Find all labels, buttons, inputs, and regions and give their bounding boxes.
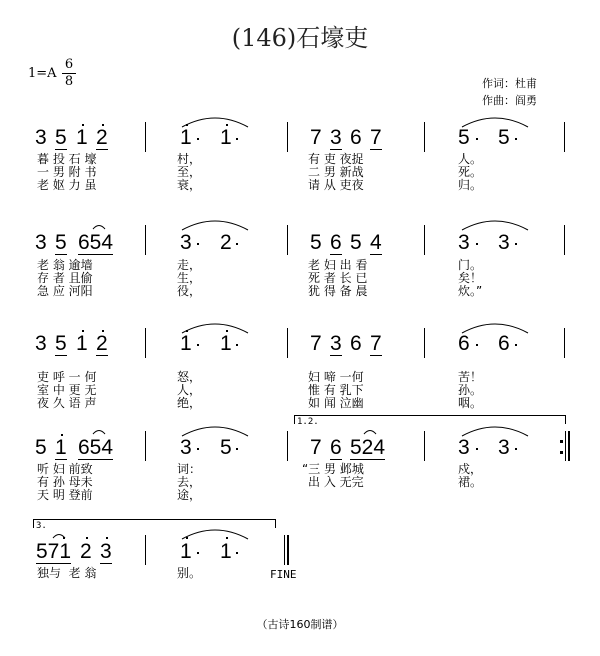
- time-signature-bottom: 8: [64, 74, 74, 89]
- fine-marking: FINE: [270, 568, 297, 581]
- composer-credit: 作曲：阎勇: [482, 94, 537, 107]
- note: 7: [310, 436, 322, 459]
- lyric-line: 老 翁 逾墙: [37, 258, 93, 272]
- tie-icon: [92, 224, 106, 230]
- lyric-line: 裙。: [458, 475, 483, 489]
- barline: [564, 328, 565, 358]
- note: 2: [96, 126, 108, 149]
- time-signature: [62, 58, 76, 89]
- barline: [424, 328, 425, 358]
- note: 7: [310, 126, 322, 149]
- lyric-line: 夜 久 语 声: [37, 396, 97, 410]
- footer-credit: （古诗160制谱）: [256, 618, 344, 631]
- note: 2: [220, 231, 232, 254]
- lyric-line: 独与 老 翁: [37, 566, 97, 580]
- lyric-line: 老 妪 力 虽: [37, 178, 97, 192]
- lyric-line: 急 应 河阳: [37, 284, 93, 298]
- score-title: (146)石壕吏: [231, 24, 369, 52]
- lyric-line: 室 中 更 无: [37, 383, 97, 397]
- note: 3: [180, 436, 192, 459]
- note: 1: [220, 126, 232, 149]
- lyric-line: 妇 啼 一何: [308, 370, 364, 384]
- note: 2: [96, 332, 108, 355]
- tie-icon: [460, 115, 530, 129]
- note: 3: [330, 332, 342, 355]
- lyricist-credit: 作词：杜甫: [482, 77, 537, 90]
- lyric-line: 归。: [458, 178, 483, 192]
- note: 3: [180, 231, 192, 254]
- barline: [287, 328, 288, 358]
- lyric-line: 存 者 且偷: [37, 271, 93, 285]
- note: 3: [498, 231, 510, 254]
- lyric-line: 死 者 长 已: [308, 271, 368, 285]
- note: 4: [370, 231, 382, 254]
- tie-icon: [180, 527, 250, 541]
- lyric-line: 村，: [177, 152, 202, 166]
- note: 6: [350, 332, 362, 355]
- barline: [565, 431, 566, 461]
- tie-icon: [92, 429, 106, 435]
- lyric-line: 有 孙 母未: [37, 475, 93, 489]
- lyric-line: 吏 呼 一 何: [37, 370, 97, 384]
- barline: [284, 535, 285, 565]
- note: 1: [76, 332, 88, 355]
- lyric-line: 听 妇 前致: [37, 462, 93, 476]
- note: 5: [55, 126, 67, 149]
- tie-icon: [180, 218, 250, 232]
- lyric-line: 绝，: [177, 396, 202, 410]
- note: 1: [180, 540, 192, 563]
- lyric-line: 戍，: [458, 462, 483, 476]
- barline: [287, 122, 288, 152]
- volta-bracket: 3.: [33, 519, 276, 528]
- lyric-line: 人，: [177, 383, 202, 397]
- note: 5: [55, 332, 67, 355]
- barline: [145, 431, 146, 461]
- lyric-line: 苦！: [458, 370, 483, 384]
- note: 6: [330, 436, 342, 459]
- barline: [145, 535, 146, 565]
- repeat-dot: [560, 451, 563, 454]
- repeat-end-barline: [568, 431, 570, 461]
- lyric-line: 二 男 新战: [308, 165, 364, 179]
- lyric-line: 役，: [177, 284, 202, 298]
- key-signature: 1=A: [28, 66, 57, 81]
- note: 1: [180, 332, 192, 355]
- lyric-line: 如 闻 泣幽: [308, 396, 364, 410]
- barline: [424, 431, 425, 461]
- barline: [564, 225, 565, 255]
- lyric-line: 去，: [177, 475, 202, 489]
- lyric-line: 咽。: [458, 396, 483, 410]
- note: 3: [35, 126, 47, 149]
- lyric-line: 怒，: [177, 370, 202, 384]
- note: 524: [350, 436, 386, 459]
- note: 3: [458, 436, 470, 459]
- time-signature-top: 6: [64, 57, 74, 72]
- note: 5: [220, 436, 232, 459]
- tie-icon: [460, 218, 530, 232]
- lyric-line: 老 妇 出 看: [308, 258, 368, 272]
- tie-icon: [460, 424, 530, 438]
- note: 5: [498, 126, 510, 149]
- note: 3: [35, 332, 47, 355]
- note: 5: [35, 436, 47, 459]
- barline: [145, 122, 146, 152]
- lyric-line: 惟 有 乳下: [308, 383, 364, 397]
- note: 6: [458, 332, 470, 355]
- lyric-line: 请 从 吏夜: [308, 178, 364, 192]
- lyric-line: 炊。”: [458, 284, 483, 298]
- note: 5: [310, 231, 322, 254]
- lyric-line: 衰，: [177, 178, 202, 192]
- note: 2: [80, 540, 92, 563]
- barline: [424, 122, 425, 152]
- note: 6: [350, 126, 362, 149]
- note: 3: [458, 231, 470, 254]
- note: 1: [220, 332, 232, 355]
- repeat-dot: [560, 440, 563, 443]
- lyric-line: 暮 投 石 壕: [37, 152, 97, 166]
- note: 7: [310, 332, 322, 355]
- lyric-line: 矣！: [458, 271, 483, 285]
- lyric-line: “三 男 邺城: [302, 462, 364, 476]
- lyric-line: 一 男 附 书: [37, 165, 97, 179]
- lyric-line: 孙。: [458, 383, 483, 397]
- lyric-line: 走，: [177, 258, 202, 272]
- note: 5: [458, 126, 470, 149]
- lyric-line: 人。: [458, 152, 483, 166]
- note: 3: [100, 540, 112, 563]
- lyric-line: 出 入 无完: [308, 475, 364, 489]
- lyric-line: 天 明 登前: [37, 488, 93, 502]
- barline: [145, 328, 146, 358]
- lyric-line: 别。: [177, 566, 202, 580]
- barline: [145, 225, 146, 255]
- note: 3: [498, 436, 510, 459]
- lyric-line: 有 吏 夜捉: [308, 152, 364, 166]
- note: 3: [35, 231, 47, 254]
- barline: [287, 431, 288, 461]
- tie-icon: [363, 429, 377, 435]
- lyric-line: 生，: [177, 271, 202, 285]
- note: 7: [370, 332, 382, 355]
- lyric-line: 途，: [177, 488, 202, 502]
- note: 654: [78, 436, 114, 459]
- tie-icon: [460, 321, 530, 335]
- lyric-line: 门。: [458, 258, 483, 272]
- note: 3: [330, 126, 342, 149]
- note: 7: [370, 126, 382, 149]
- note: 6: [498, 332, 510, 355]
- note: 1: [55, 436, 67, 459]
- lyric-line: 至，: [177, 165, 202, 179]
- barline: [287, 225, 288, 255]
- note: 654: [78, 231, 114, 254]
- note: 6: [330, 231, 342, 254]
- final-barline: [287, 535, 289, 565]
- volta-bracket: 1.2.: [294, 415, 566, 424]
- note: 1: [220, 540, 232, 563]
- note: 5: [55, 231, 67, 254]
- note: 5: [350, 231, 362, 254]
- note: 1: [76, 126, 88, 149]
- barline: [424, 225, 425, 255]
- note: 571: [36, 540, 72, 563]
- note: 1: [180, 126, 192, 149]
- lyric-line: 词：: [177, 462, 202, 476]
- lyric-line: 犹 得 备 晨: [308, 284, 368, 298]
- barline: [564, 122, 565, 152]
- lyric-line: 死。: [458, 165, 483, 179]
